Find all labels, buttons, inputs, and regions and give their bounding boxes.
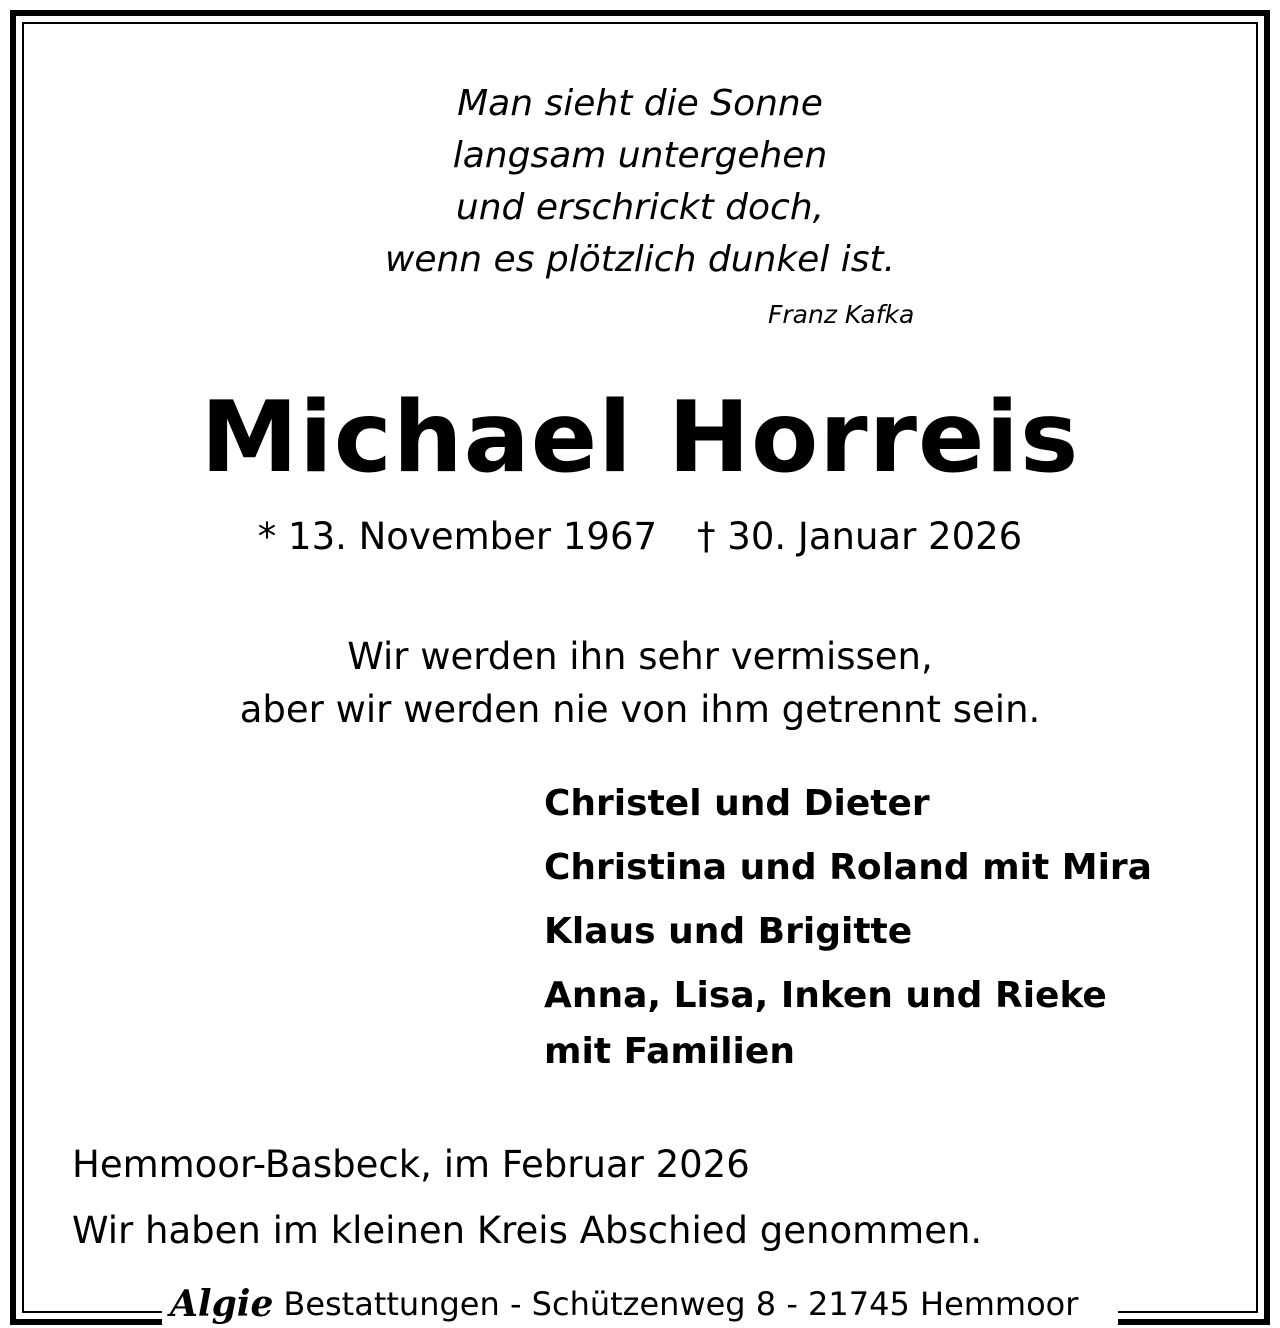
deceased-name: Michael Horreis <box>200 381 1080 495</box>
family-member: mit Familien <box>544 1031 795 1072</box>
quote-author: Franz Kafka <box>768 300 915 329</box>
quote-line: wenn es plötzlich dunkel ist. <box>384 239 896 280</box>
family-list <box>544 778 1152 1078</box>
quote-line: und erschrickt doch, <box>455 187 825 228</box>
funeral-home-footer <box>162 1280 1118 1328</box>
family-member: Anna, Lisa, Inken und Rieke <box>544 975 1107 1016</box>
farewell-note: Wir haben im kleinen Kreis Abschied genommen. <box>72 1209 983 1252</box>
family-member: Christina und Roland mit Mira <box>544 847 1152 888</box>
birth-date: * 13. November 1967 <box>257 515 658 558</box>
death-date: † 30. Januar 2026 <box>697 515 1023 558</box>
quote-line: langsam untergehen <box>452 135 828 176</box>
family-member: Klaus und Brigitte <box>544 911 913 952</box>
place-and-date: Hemmoor-Basbeck, im Februar 2026 <box>72 1143 750 1186</box>
funeral-home-logo: Algie <box>170 1283 274 1325</box>
quote-line: Man sieht die Sonne <box>457 83 823 124</box>
message-line: Wir werden ihn sehr vermissen, <box>347 635 933 678</box>
quote <box>0 78 1280 286</box>
message-line: aber wir werden nie von ihm getrennt sein. <box>239 688 1041 731</box>
family-member: Christel und Dieter <box>544 783 930 824</box>
condolence-message <box>0 630 1280 736</box>
funeral-home-address: Bestattungen - Schützenweg 8 - 21745 Hemmoor <box>283 1285 1079 1323</box>
life-dates <box>0 512 1280 562</box>
